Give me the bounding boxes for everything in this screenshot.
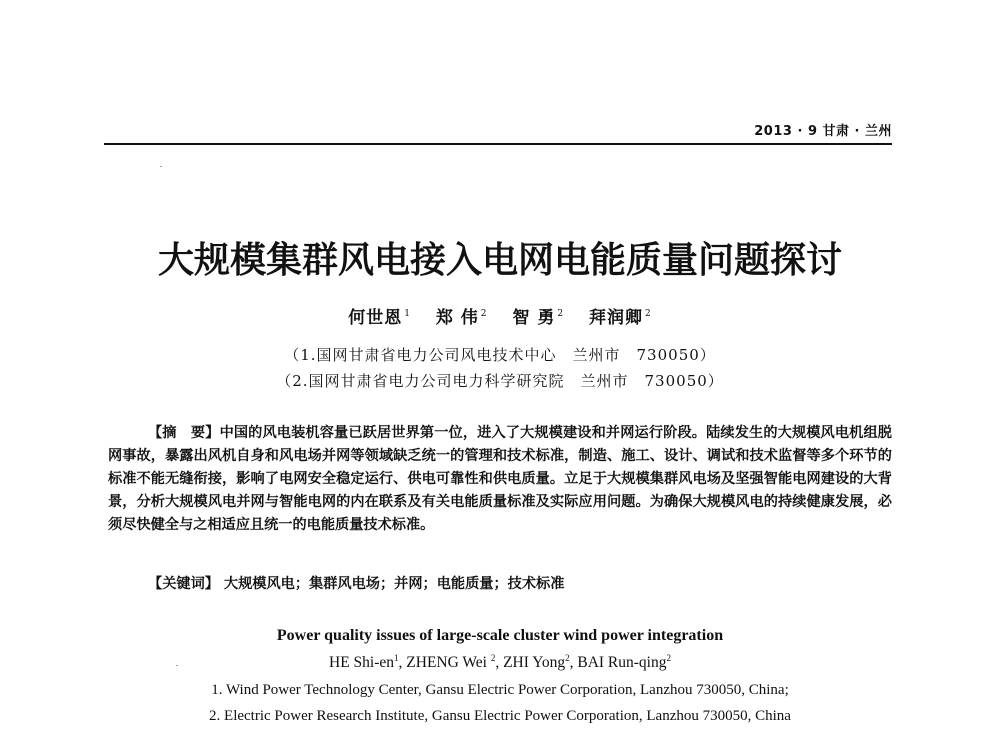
journal-issue-meta: 2013 · 9 甘肃 · 兰州 [754, 124, 892, 139]
scan-speck [160, 166, 162, 167]
author-affiliation-mark: 2 [557, 309, 565, 319]
english-author-name: ZHI Yong [503, 654, 566, 671]
abstract-text: 中国的风电装机容量已跃居世界第一位，进入了大规模建设和并网运行阶段。陆续发生的大规模风电机组脱网事故，暴露出风机自身和风电场并网等领域缺乏统一的管理和技术标准，制造、施工、设计、调试和技术监督等多个环节的标准不能无缝衔接，影响了电网安全稳定运行、供电可靠性和供电质量。立足于大规模集群风电场及坚强智能电网建设的大背景，分析大规模风电并网与智能电网的内在联系及有关电能质量标准及实际应用问题。为确保大规模风电的持续健康发展，必须尽快健全与之相适应且统一的电能质量技术标准。 [108, 425, 892, 533]
english-affiliation-1: 1. Wind Power Technology Center, Gansu Electric Power Corporation, Lanzhou 730050, China; [211, 682, 789, 698]
english-title: Power quality issues of large-scale cluster wind power integration [276, 627, 724, 644]
abstract-label: 【摘 要】 [148, 425, 220, 441]
abstract [108, 422, 892, 537]
english-author-mark: 2 [490, 653, 496, 663]
author-separator: , [569, 654, 578, 671]
author-affiliation-mark: 2 [480, 309, 488, 319]
english-author-list [0, 653, 1000, 672]
header-rule [104, 143, 892, 145]
english-author-name: ZHENG Wei [406, 654, 491, 671]
author-name: 何世恩 [348, 308, 403, 328]
english-author-name: BAI Run-qing [577, 654, 667, 671]
author-list [0, 303, 1000, 328]
english-author-mark: 2 [565, 653, 570, 663]
keywords-text: 大规模风电；集群风电场；并网；电能质量；技术标准 [223, 576, 565, 592]
paper-title: 大规模集群风电接入电网电能质量问题探讨 [157, 240, 842, 281]
author-affiliation-mark: 1 [404, 309, 411, 319]
author-separator: , [398, 654, 407, 671]
english-author-name: HE Shi-en [329, 654, 395, 671]
keywords-label: 【关键词】 [148, 576, 219, 592]
author-name: 郑 伟 [435, 308, 479, 328]
english-affiliation-2: 2. Electric Power Research Institute, Gansu Electric Power Corporation, Lanzhou 730050, China [209, 708, 791, 724]
author-name: 智 勇 [512, 308, 556, 328]
english-author-mark: 1 [394, 653, 399, 663]
author-name: 拜润卿 [589, 308, 644, 328]
author [436, 308, 488, 328]
author [589, 308, 652, 328]
keywords [148, 573, 564, 593]
affiliation-1: （1.国网甘肃省电力公司风电技术中心 兰州市 730050） [284, 346, 716, 364]
author [512, 308, 564, 328]
author [348, 308, 411, 328]
english-author-mark: 2 [666, 653, 671, 663]
author-affiliation-mark: 2 [645, 309, 652, 319]
affiliation-2: （2.国网甘肃省电力公司电力科学研究院 兰州市 730050） [276, 372, 724, 390]
author-separator: , [495, 654, 504, 671]
